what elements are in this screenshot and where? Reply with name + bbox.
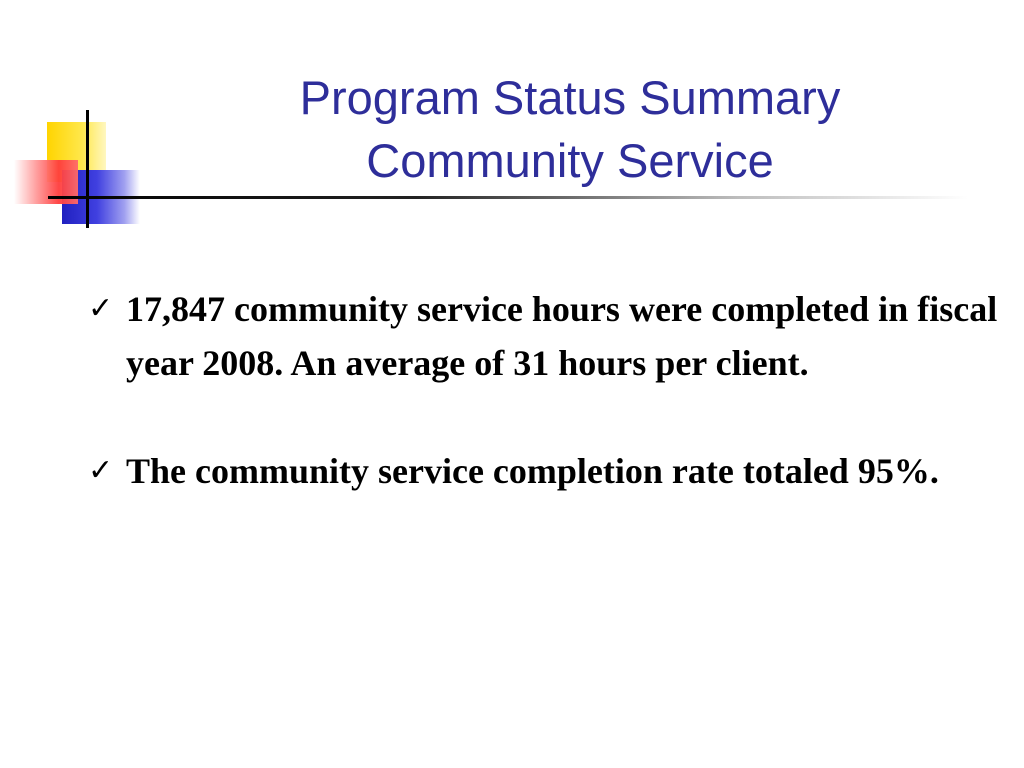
slide-title bbox=[180, 66, 960, 192]
bullet-text: The community service completion rate totaled 95%. bbox=[126, 451, 939, 491]
bullet-item-completion-rate bbox=[88, 444, 1008, 498]
bullet-text: 17,847 community service hours were completed in fiscal year 2008. An average of 31 hours per client. bbox=[126, 289, 998, 383]
slide-logo-decoration bbox=[0, 0, 160, 240]
slide-title-line-1: Program Status Summary bbox=[299, 71, 841, 124]
slide-title-line-2: Community Service bbox=[366, 134, 774, 187]
check-icon: ✓ bbox=[88, 453, 114, 488]
title-underline-rule bbox=[48, 196, 968, 199]
bullet-list bbox=[88, 282, 1008, 552]
check-icon: ✓ bbox=[88, 291, 114, 326]
vertical-rule bbox=[86, 110, 89, 228]
bullet-item-hours bbox=[88, 282, 1008, 390]
